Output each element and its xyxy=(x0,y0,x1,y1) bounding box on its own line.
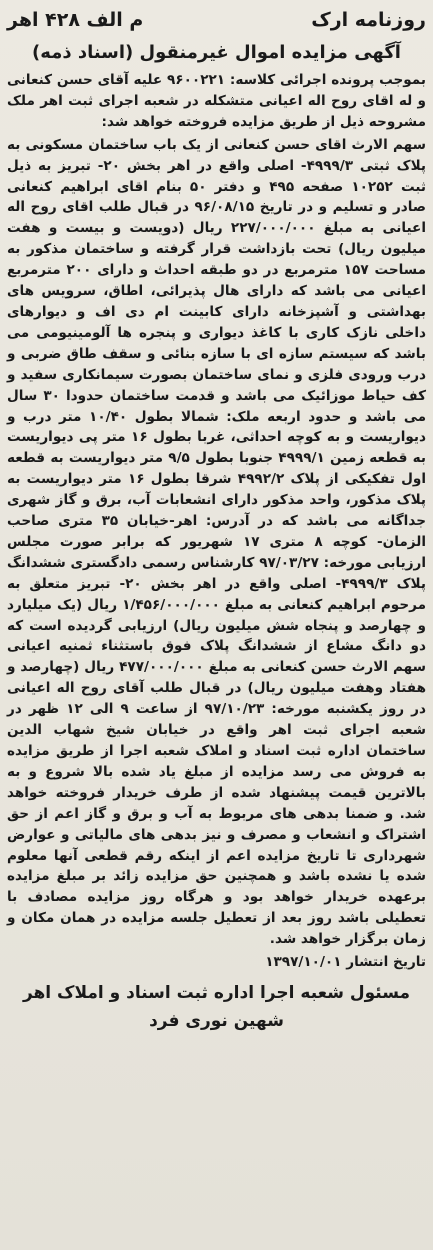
signatory-office: مسئول شعبه اجرا اداره ثبت اسناد و املاک اهر xyxy=(22,983,411,1004)
notice-title: آگهی مزایده اموال غیرمنقول (اسناد ذمه) xyxy=(32,42,401,63)
newspaper-name: روزنامه ارک xyxy=(311,9,426,31)
signatory-name: شهین نوری فرد xyxy=(149,1011,284,1032)
notice-intro-paragraph: بموجب پرونده اجرائی کلاسه: ۹۶۰۰۲۲۱ علیه آقای حسن کنعانی و له اقای روح اله اعیانی متشکله در شعبه اجرای ثبت اهر ملک مشروحه ذیل از طریق مزایده فروخته خواهد شد: xyxy=(7,72,426,130)
ad-code: م الف ۴۲۸ اهر xyxy=(7,9,144,31)
masthead-row xyxy=(7,4,426,36)
notice-body xyxy=(7,70,426,950)
notice-details-paragraph: سهم الارث اقای حسن کنعانی از یک باب ساختمان مسکونی به پلاک ثبتی ۴۹۹۹/۳- اصلی واقع در اهر بخش ۲۰- تبریز به ذیل ثبت ۱۰۲۵۲ صفحه ۴۹۵ و دفتر ۵۰ بنام اقای ابراهیم کنعانی صادر و تسلیم و در تاریخ ۹۶/۰۸/۱۵ در قبال طلب اقای روح اله اعیانی به مبلغ ۲۲۷/۰۰۰/۰۰۰ ریال (دویست و بیست و هفت میلیون ریال) تحت بازداشت قرار گرفته و ساختمان مذکور به مساحت ۱۵۷ مترمربع در دو طبقه احداث و دارای ۲۰۰ مترمربع اعیانی می باشد که دارای هال پذیرائی، اطاق، سرویس های بهداشتی و آشپزخانه دارای کابینت ام دی اف و دیوارهای داخلی نازک کاری با کاغذ دیواری و پنجره ها آلومینیومی می باشد که سیستم سازه ای با سازه بنائی و سقف طاق ضربی و درب ورودی فلزی و نمای ساختمان بصورت سیمانکاری سفید و کف حیاط موزائیک می باشد و قدمت ساختمان حدودا ۳۰ سال می باشد و حدود اربعه ملک: شمالا بطول ۱۰/۴۰ متر درب و دیواریست و به کوچه احداثی، غربا بطول ۱۶ متر پی دیواریست به قطعه زمین ۴۹۹۹/۱ جنوبا بطول ۹/۵ متر دیواریست به قطعه اول تفکیکی از پلاک ۴۹۹۲/۲ شرقا بطول ۱۶ متر دیواریست به پلاک مذکور، واحد مذکور دارای انشعابات آب، برق و گاز شهری جداگانه می باشد که در آدرس: اهر-خیابان ۳۵ متری صاحب الزمان- کوچه ۸ متری ۱۷ شهریور که برابر صورت مجلس ارزیابی مورخه: ۹۷/۰۳/۲۷ کارشناس رسمی دادگستری ششدانگ پلاک ۴۹۹۹/۳- اصلی واقع در اهر بخش ۲۰- تبریز متعلق به مرحوم ابراهیم کنعانی به مبلغ ۱/۴۵۶/۰۰۰/۰۰۰ ریال (یک میلیارد و چهارصد و پنجاه شش میلیون ریال) ارزیابی گردیده است که دو دانگ مشاع از ششدانگ پلاک فوق باستثناء ثمنیه اعیانی سهم الارث حسن کنعانی به مبلغ ۴۷۷/۰۰۰/۰۰۰ ریال (چهارصد و هفتاد وهفت میلیون ریال) در قبال طلب آقای روح اله اعیانی در روز یکشنبه مورخه: ۹۷/۱۰/۲۳ از ساعت ۹ الی ۱۲ ظهر در شعبه اجرای ثبت اهر واقع در خیابان شیخ شهاب الدین ساختمان اداره ثبت اسناد و املاک شعبه اجرا از طریق مزایده به فروش می رسد مزایده از مبلغ یاد شده بالا شروع و به بالاترین قیمت پیشنهاد شده از طرف خریدار فروخته خواهد شد. و ضمنا بدهی های مربوط به آب و برق و گاز اعم از حق اشتراک و انشعاب و مصرف و نیز بدهی های مالیاتی و عوارض شهرداری تا تاریخ مزایده اعم از اینکه رقم قطعی آنها معلوم شده یا نشده باشد و همچنین حق مزایده زائد بر مبلغ مزایده برعهده خریدار خواهد بود و هرگاه روز مزایده مصادف با تعطیلی باشد روز بعد از تعطیل جلسه مزایده در همان مکان و زمان برگزار خواهد شد. xyxy=(7,136,427,948)
publish-date: تاریخ انتشار ۱۳۹۷/۱۰/۰۱ xyxy=(265,954,426,971)
